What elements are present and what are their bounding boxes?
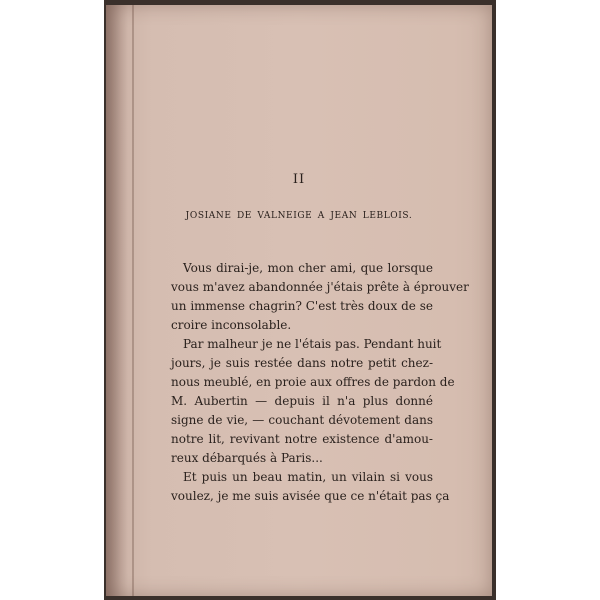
- body-line: Par malheur je ne l'étais pas. Pendant huit: [183, 337, 442, 351]
- body-line: reux débarqués à Paris...: [171, 451, 323, 465]
- body-text: [171, 259, 469, 506]
- body-line: Et puis un beau matin, un vilain si vous: [183, 470, 433, 484]
- letter-heading: JOSIANE DE VALNEIGE A JEAN LEBLOIS.: [185, 211, 413, 221]
- chapter-number: II: [292, 172, 306, 187]
- page-gutter-shadow: [106, 5, 128, 596]
- book-page: [106, 5, 492, 596]
- body-line: M. Aubertin — depuis il n'a plus donné: [171, 394, 433, 408]
- body-line: Vous dirai-je, mon cher ami, que lorsque: [183, 261, 433, 275]
- body-line: un immense chagrin? C'est très doux de se: [171, 299, 433, 313]
- page-gutter-line: [132, 5, 134, 596]
- body-line: nous meublé, en proie aux offres de pardon de: [171, 375, 455, 389]
- body-line: voulez, je me suis avisée que ce n'était pas ça: [171, 489, 450, 503]
- body-line: croire inconsolable.: [171, 318, 292, 332]
- body-line: signe de vie, — couchant dévotement dans: [171, 413, 433, 427]
- body-line: notre lit, revivant notre existence d'amou-: [171, 432, 433, 446]
- body-line: jours, je suis restée dans notre petit chez-: [171, 356, 433, 370]
- body-line: vous m'avez abandonnée j'étais prête à éprouver: [171, 280, 469, 294]
